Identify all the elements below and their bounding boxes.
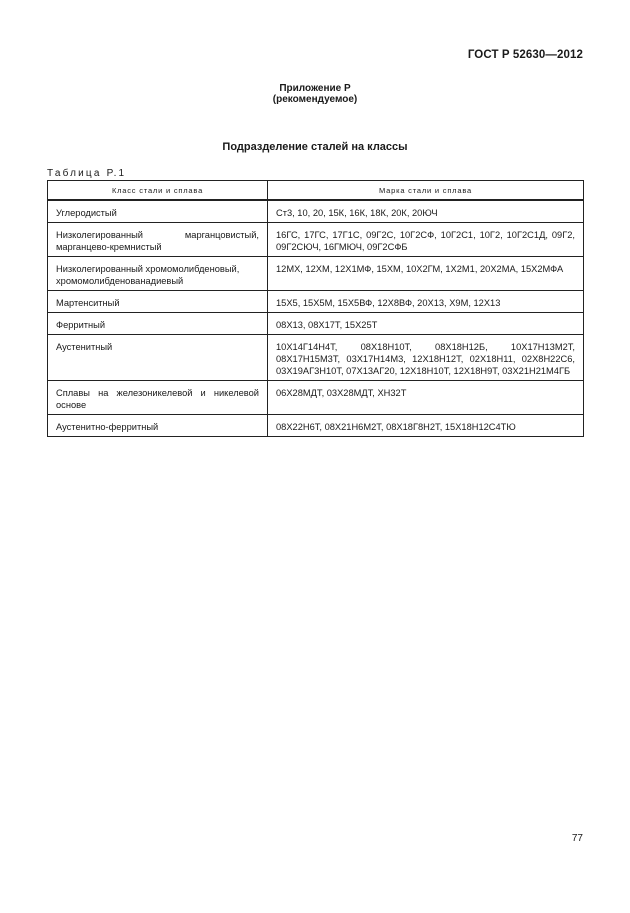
appendix-subtitle: (рекомендуемое)	[272, 94, 358, 105]
table-row	[48, 223, 584, 257]
cell-grades: 06Х28МДТ, 03Х28МДТ, ХН32Т	[268, 381, 584, 415]
section-title: Подразделение сталей на классы	[222, 141, 408, 153]
column-header-class: Класс стали и сплава	[48, 181, 268, 201]
cell-class: Низколегированный марганцовистый, марганцево-кремнистый	[48, 223, 268, 257]
cell-grades: 16ГС, 17ГС, 17Г1С, 09Г2С, 10Г2СФ, 10Г2С1, 10Г2, 10Г2С1Д, 09Г2, 09Г2СЮЧ, 16ГМЮЧ, 09Г2СФБ	[268, 223, 584, 257]
cell-grades: 08Х13, 08Х17Т, 15Х25Т	[268, 313, 584, 335]
column-header-grade: Марка стали и сплава	[268, 181, 584, 201]
steel-class-table	[47, 180, 584, 437]
table-row	[48, 291, 584, 313]
cell-class: Мартенситный	[48, 291, 268, 313]
cell-class: Низколегированный хромомолибденовый, хромомолибденованадиевый	[48, 257, 268, 291]
table-row	[48, 257, 584, 291]
cell-class: Углеродистый	[48, 200, 268, 223]
page-number: 77	[571, 833, 583, 844]
appendix-heading	[0, 83, 630, 105]
cell-class: Аустенитно-ферритный	[48, 415, 268, 437]
appendix-title: Приложение Р	[279, 83, 351, 94]
table-row	[48, 381, 584, 415]
table-row	[48, 313, 584, 335]
table-row	[48, 415, 584, 437]
cell-grades: 10Х14Г14Н4Т, 08Х18Н10Т, 08Х18Н12Б, 10Х17Н13М2Т, 08Х17Н15М3Т, 03Х17Н14М3, 12Х18Н12Т, 02Х18Н11, 02Х8Н22С6, 03Х19АГ3Н10Т, 07Х13АГ20, 12Х18Н10Т, 12Х18Н9Т, 03Х21Н21М4ГБ	[268, 335, 584, 381]
table-row	[48, 200, 584, 223]
table-label: Таблица Р.1	[47, 168, 127, 179]
table-row	[48, 335, 584, 381]
cell-grades: 15Х5, 15Х5М, 15Х5ВФ, 12Х8ВФ, 20Х13, Х9М, 12Х13	[268, 291, 584, 313]
cell-grades: 12МХ, 12ХМ, 12Х1МФ, 15ХМ, 10Х2ГМ, 1Х2М1, 20Х2МА, 15Х2МФА	[268, 257, 584, 291]
cell-class: Аустенитный	[48, 335, 268, 381]
standard-number: ГОСТ Р 52630—2012	[467, 49, 583, 61]
cell-class: Ферритный	[48, 313, 268, 335]
cell-grades: Ст3, 10, 20, 15К, 16К, 18К, 20К, 20ЮЧ	[268, 200, 584, 223]
cell-class: Сплавы на железоникелевой и никелевой основе	[48, 381, 268, 415]
cell-grades: 08Х22Н6Т, 08Х21Н6М2Т, 08Х18Г8Н2Т, 15Х18Н12С4ТЮ	[268, 415, 584, 437]
table-header-row	[48, 181, 584, 201]
